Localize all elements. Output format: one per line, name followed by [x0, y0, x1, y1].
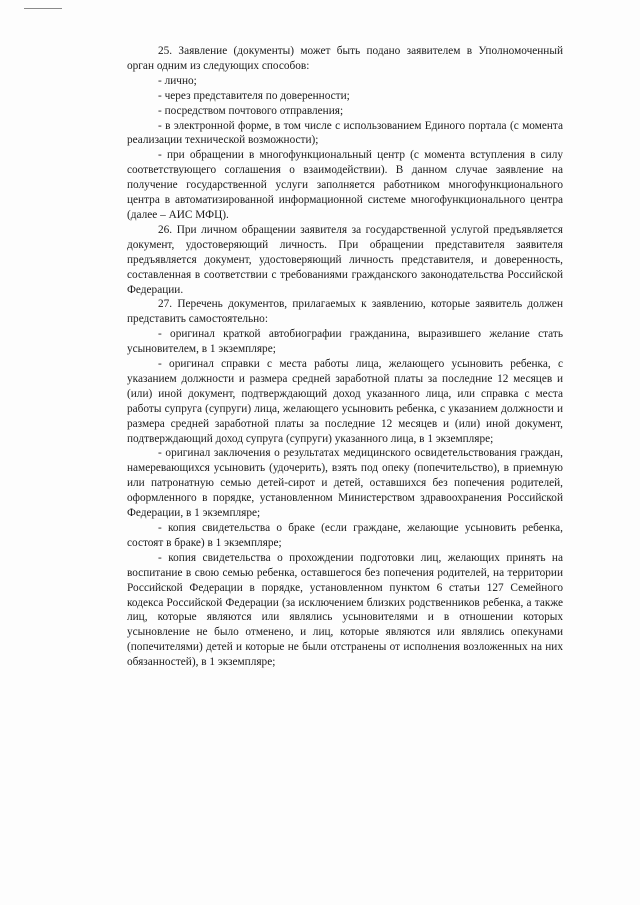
list-item-in-person: - лично; [158, 74, 197, 87]
clause-25: 25. Заявление (документы) может быть подано заявителем в Уполномоченный орган одним из следующих способов: [127, 45, 563, 72]
list-item-employment-certificate: - оригинал справки с места работы лица, желающего усыновить ребенка, с указанием должности и размера средней заработной платы за последние 12 месяцев и (или) иной документ, подтверждающий доход указанного лица, или справка с места работы супруга (супруги) лица, желающего усыновить ребенка, с указанием должности и размера средней заработной платы за последние 12 месяцев и (или) иной документ, подтверждающий доход супруга (супруги) указанного лица, в 1 экземпляре; [127, 358, 563, 445]
list-item-marriage-certificate: - копия свидетельства о браке (если граждане, желающие усыновить ребенка, состоят в браке) в 1 экземпляре; [127, 522, 563, 549]
clause-26: 26. При личном обращении заявителя за государственной услугой предъявляется документ, удостоверяющий личность. При обращении представителя заявителя предъявляется документ, удостоверяющий личность представителя, и доверенность, составленная в соответствии с требованиями гражданского законодательства Российской Федерации. [127, 223, 563, 296]
list-item-by-mail: - посредством почтового отправления; [158, 104, 344, 117]
clause-27: 27. Перечень документов, прилагаемых к заявлению, которые заявитель должен представить самостоятельно: [127, 298, 563, 326]
document-body [127, 44, 563, 670]
list-item-by-proxy: - через представителя по доверенности; [158, 89, 350, 102]
list-item-autobiography: - оригинал краткой автобиографии гражданина, выразившего желание стать усыновителем, в 1 экземпляре; [127, 328, 563, 356]
list-item-mfc: - при обращении в многофункциональный центр (с момента вступления в силу соответствующего соглашения о взаимодействии). В данном случае заявление на получение государственной услуги заполняется работником многофункционального центра в автоматизированной информационной системе многофункционального центра (далее – АИС МФЦ). [127, 149, 563, 221]
list-item-training-certificate: - копия свидетельства о прохождении подготовки лиц, желающих принять на воспитание в свою семью ребенка, оставшегося без попечения родителей, на территории Российской Федерации в порядке, установленном пунктом 6 статьи 127 Семейного кодекса Российской Федерации (за исключением близких родственников ребенка, а также лиц, которые являются или являлись усыновителями и в отношении которых усыновление не было отменено, и лиц, которые являются или являлись опекунами (попечителями) детей и которые не были отстранены от исполнения возложенных на них обязанностей), в 1 экземпляре; [127, 551, 563, 669]
list-item-medical-report: - оригинал заключения о результатах медицинского освидетельствования граждан, намеревающихся усыновить (удочерить), взять под опеку (попечительство), в приемную или патронатную семью детей-сирот и детей, оставшихся без попечения родителей, оформленного в порядке, установленном Министерством здравоохранения Российской Федерации, в 1 экземпляре; [127, 447, 563, 520]
scan-corner-mark [24, 8, 62, 9]
list-item-electronic: - в электронной форме, в том числе с использованием Единого портала (с момента реализации технической возможности); [127, 119, 563, 147]
